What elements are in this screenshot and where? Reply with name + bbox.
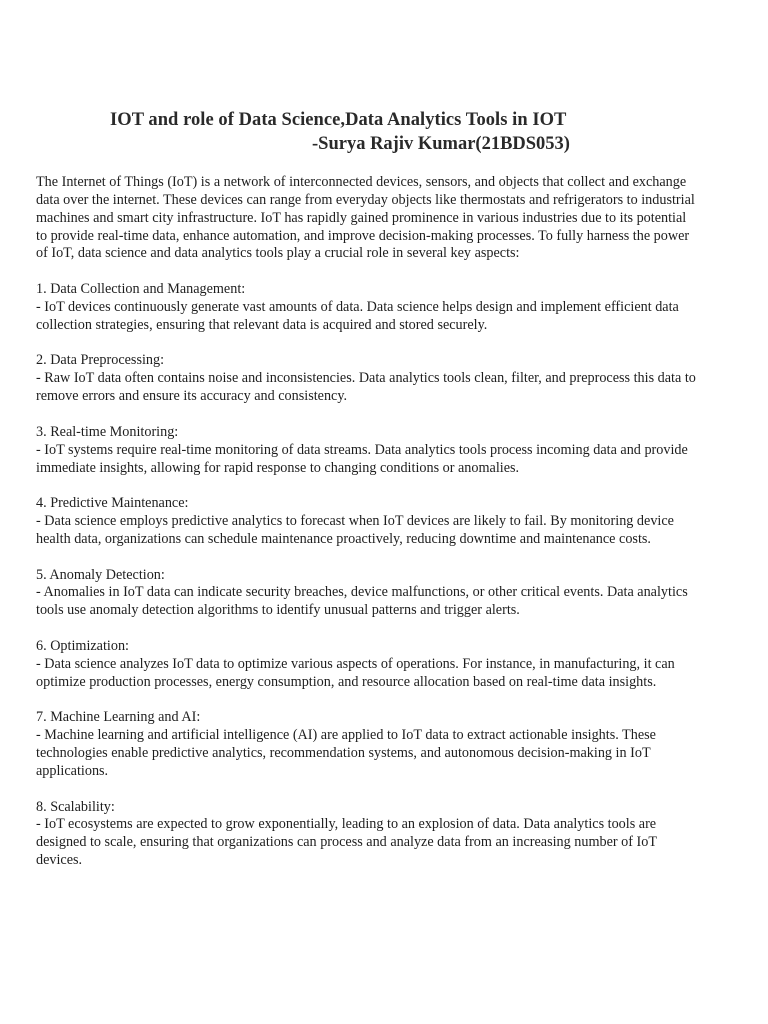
section-heading: 4. Predictive Maintenance:	[36, 495, 189, 512]
section-text: - Raw IoT data often contains noise and inconsistencies. Data analytics tools clean, filter, and preprocess this data to remove errors and ensure its accuracy and consistency.	[36, 370, 696, 405]
document-body	[36, 174, 700, 870]
section-heading: 7. Machine Learning and AI:	[36, 709, 201, 726]
section-text: - Data science employs predictive analytics to forecast when IoT devices are likely to fail. By monitoring device health data, organizations can schedule maintenance proactively, reducing downtime and maintenance costs.	[36, 513, 674, 547]
section-heading: 5. Anomaly Detection:	[36, 566, 165, 583]
section-text: - IoT ecosystems are expected to grow exponentially, leading to an explosion of data. Data analytics tools are designed to scale, ensuring that organizations can process and analyze data from an increasing number of IoT devices.	[36, 816, 657, 869]
section-text: - Machine learning and artificial intelligence (AI) are applied to IoT data to extract actionable insights. These technologies enable predictive analytics, recommendation systems, and autonomous decision-making in IoT applications.	[36, 727, 656, 779]
document-author: -Surya Rajiv Kumar(21BDS053)	[312, 134, 570, 154]
section-heading: 3. Real-time Monitoring:	[36, 423, 179, 440]
intro-paragraph: The Internet of Things (IoT) is a network of interconnected devices, sensors, and objects that collect and exchange data over the internet. These devices can range from everyday objects like thermostats and refrigerators to industrial machines and smart city infrastructure. IoT has rapidly gained prominence in various industries due to its potential to provide real-time data, enhance automation, and improve decision-making processes. To fully harness the power of IoT, data science and data analytics tools play a crucial role in several key aspects:	[36, 174, 695, 262]
section-text: - Data science analyzes IoT data to optimize various aspects of operations. For instance, in manufacturing, it can optimize production processes, energy consumption, and resource allocation based on real-time data insights.	[36, 655, 675, 690]
section-data-collection	[36, 281, 700, 335]
section-real-time-monitoring	[36, 424, 700, 478]
section-machine-learning-ai	[36, 709, 700, 780]
section-heading: 1. Data Collection and Management:	[36, 281, 246, 298]
document-title: IOT and role of Data Science,Data Analytics Tools in IOT	[110, 110, 567, 130]
section-predictive-maintenance	[36, 495, 700, 549]
section-scalability	[36, 799, 700, 870]
section-heading: 8. Scalability:	[36, 798, 115, 815]
section-data-preprocessing	[36, 352, 700, 406]
section-text: - IoT devices continuously generate vast amounts of data. Data science helps design and implement efficient data collection strategies, ensuring that relevant data is acquired and stored securely.	[36, 298, 679, 333]
section-heading: 6. Optimization:	[36, 637, 129, 654]
section-anomaly-detection	[36, 567, 700, 621]
section-optimization	[36, 638, 700, 692]
section-text: - IoT systems require real-time monitoring of data streams. Data analytics tools process incoming data and provide immediate insights, allowing for rapid response to changing conditions or anomalies.	[36, 441, 688, 476]
section-heading: 2. Data Preprocessing:	[36, 352, 165, 369]
section-text: - Anomalies in IoT data can indicate security breaches, device malfunctions, or other critical events. Data analytics tools use anomaly detection algorithms to identify unusual patterns and trigger alerts.	[36, 584, 688, 619]
